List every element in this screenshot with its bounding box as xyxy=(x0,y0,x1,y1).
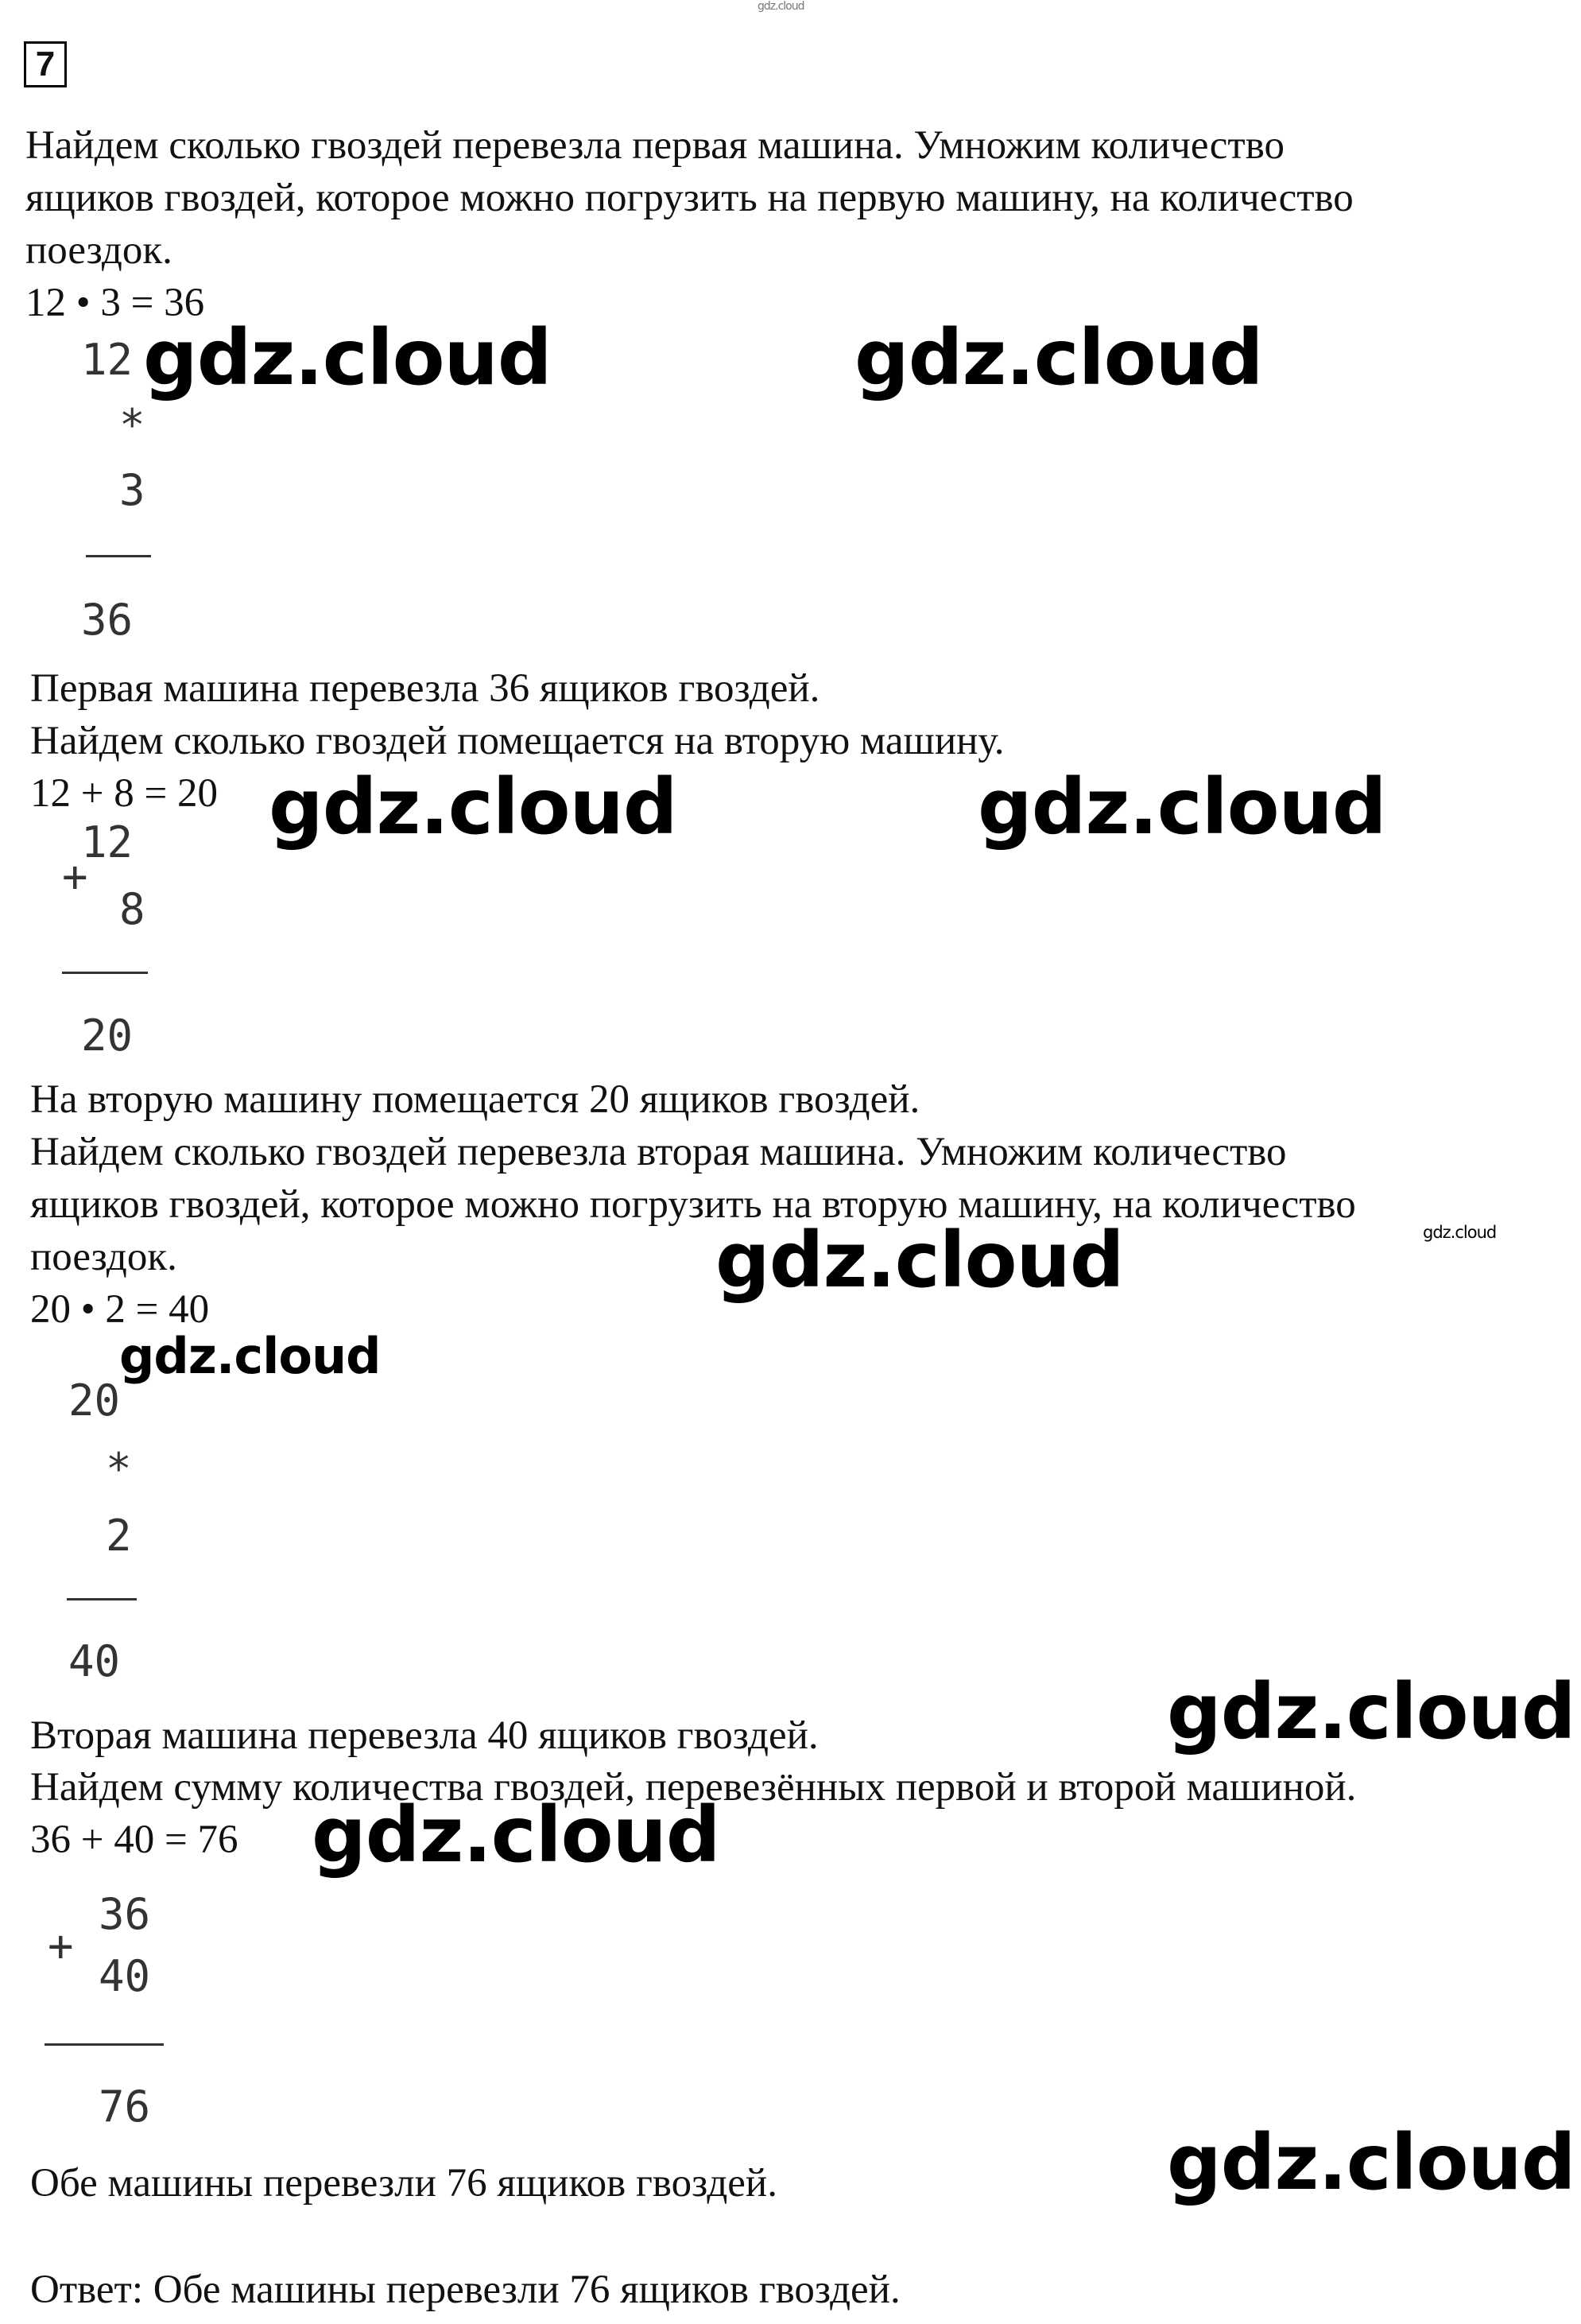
equation-3: 20 • 2 = 40 xyxy=(30,1287,210,1332)
watermark-3: gdz.cloud xyxy=(269,762,677,852)
answer-line: Ответ: Обе машины перевезли 76 ящиков гвоздей. xyxy=(30,2268,901,2312)
column-3-a: 20 xyxy=(68,1375,121,1426)
column-2-op: + xyxy=(62,852,88,902)
column-4-result: 76 xyxy=(99,2082,151,2132)
equation-4: 36 + 40 = 76 xyxy=(30,1818,238,1862)
result-line-3: Вторая машина перевезла 40 ящиков гвоздей. xyxy=(30,1713,819,1758)
equation-1: 12 • 3 = 36 xyxy=(25,281,205,325)
column-2-rule xyxy=(62,972,148,974)
text-line-8: Найдем сумму количества гвоздей, перевезённых первой и второй машиной. xyxy=(30,1765,1357,1810)
column-1-a: 12 xyxy=(81,335,134,385)
watermark-9: gdz.cloud xyxy=(312,1791,720,1880)
text-line-7: поездок. xyxy=(30,1235,177,1279)
column-1-rule xyxy=(86,555,151,557)
watermark-5: gdz.cloud xyxy=(715,1216,1124,1305)
column-4-op: + xyxy=(48,1921,74,1971)
column-1-result: 36 xyxy=(81,595,134,645)
column-2-a: 12 xyxy=(81,817,134,867)
column-2-result: 20 xyxy=(81,1011,134,1061)
column-4-a: 36 xyxy=(99,1889,151,1939)
text-line-6: ящиков гвоздей, которое можно погрузить на вторую машину, на количество xyxy=(30,1182,1356,1227)
text-line-3: поездок. xyxy=(25,228,172,273)
result-line-2: На вторую машину помещается 20 ящиков гвоздей. xyxy=(30,1077,920,1122)
column-3-result: 40 xyxy=(68,1636,121,1686)
watermark-1: gdz.cloud xyxy=(143,313,552,402)
watermark-7: gdz.cloud xyxy=(119,1327,381,1385)
watermark-6: gdz.cloud xyxy=(1423,1223,1497,1242)
text-line-4: Найдем сколько гвоздей помещается на вторую машину. xyxy=(30,719,1005,763)
column-3-b: 2 xyxy=(106,1511,132,1561)
watermark-8: gdz.cloud xyxy=(1167,1667,1575,1756)
column-1-b: 3 xyxy=(119,465,145,515)
column-4-rule xyxy=(45,2043,164,2046)
column-3-op: * xyxy=(106,1444,132,1494)
column-1-op: * xyxy=(119,400,145,450)
result-line-4: Обе машины перевезли 76 ящиков гвоздей. xyxy=(30,2161,777,2206)
column-4-b: 40 xyxy=(99,1951,151,2001)
watermark-4: gdz.cloud xyxy=(978,762,1386,852)
text-line-1: Найдем сколько гвоздей перевезла первая машина. Умножим количество xyxy=(25,123,1285,168)
result-line-1: Первая машина перевезла 36 ящиков гвоздей. xyxy=(30,666,820,711)
column-3-rule xyxy=(67,1598,137,1600)
watermark-10: gdz.cloud xyxy=(1167,2118,1575,2207)
column-2-b: 8 xyxy=(119,884,145,934)
watermark-2: gdz.cloud xyxy=(854,313,1263,402)
watermark-top: gdz.cloud xyxy=(758,0,804,13)
task-number-box: 7 xyxy=(24,41,67,87)
text-line-5: Найдем сколько гвоздей перевезла вторая машина. Умножим количество xyxy=(30,1130,1287,1174)
text-line-2: ящиков гвоздей, которое можно погрузить на первую машину, на количество xyxy=(25,176,1354,220)
equation-2: 12 + 8 = 20 xyxy=(30,771,219,816)
